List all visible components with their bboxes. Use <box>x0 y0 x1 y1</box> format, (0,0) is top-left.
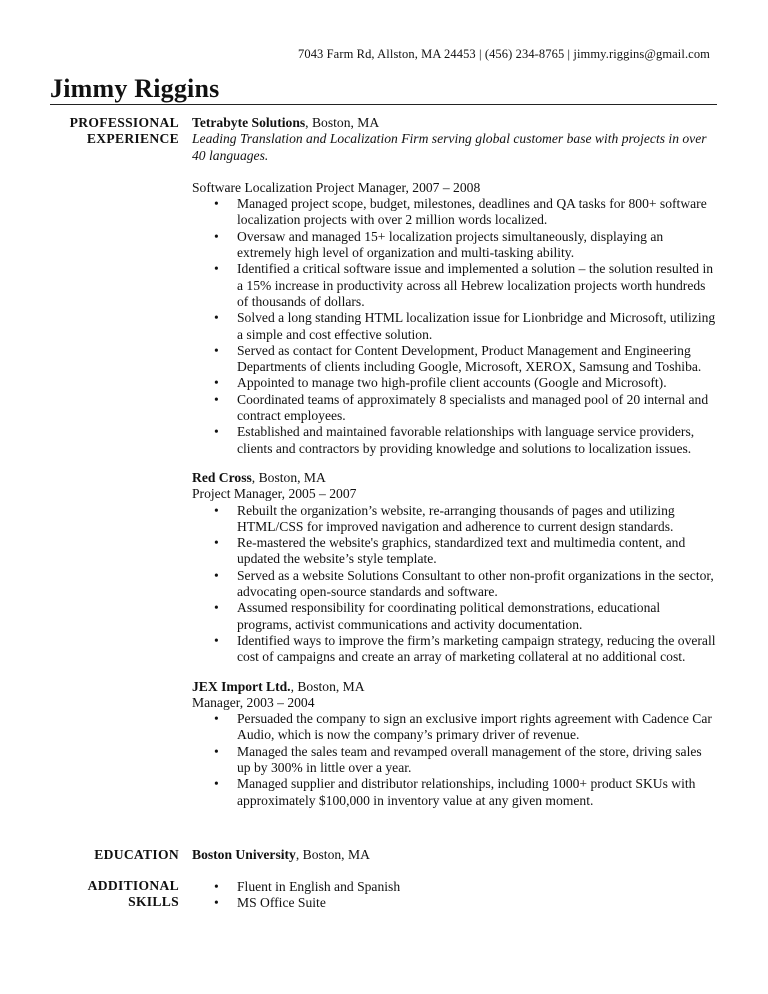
bullet-icon: • <box>214 776 219 792</box>
contact-line: 7043 Farm Rd, Allston, MA 24453 | (456) 234-8765 | jimmy.riggins@gmail.com <box>298 47 710 61</box>
bullet-icon: • <box>214 375 219 391</box>
job-bullets <box>192 503 717 666</box>
job-title: Software Localization Project Manager, 2007 – 2008 <box>192 179 481 195</box>
list-item: • Coordinated teams of approximately 8 specialists and managed pool of 20 internal and contract employees. <box>214 391 709 424</box>
bullet-icon: • <box>214 196 219 212</box>
company-name: Red Cross <box>192 469 252 485</box>
list-item: • Managed supplier and distributor relationships, including 1000+ product SKUs with approximately $100,000 in inventory value at any given moment. <box>214 776 696 808</box>
list-item: • Managed project scope, budget, milestones, deadlines and QA tasks for 800+ software localization projects with over 2 million words localized. <box>214 196 707 228</box>
list-item: • Rebuilt the organization’s website, re-arranging thousands of pages and utilizing HTML/CSS for improved navigation and adherence to current design standards. <box>214 502 675 534</box>
school-location: , Boston, MA <box>295 847 370 862</box>
experience-section <box>192 115 717 822</box>
company-name: JEX Import Ltd. <box>192 678 291 694</box>
job-title: Manager, 2003 – 2004 <box>192 694 315 710</box>
job-entry <box>192 679 717 809</box>
job-heading <box>192 470 717 486</box>
job-heading <box>192 679 717 695</box>
company-location: , Boston, MA <box>305 115 380 130</box>
list-item: • Fluent in English and Spanish <box>214 879 401 894</box>
list-item: • MS Office Suite <box>214 895 326 911</box>
skills-label-text: ADDITIONAL SKILLS <box>87 878 179 910</box>
list-item: • Re-mastered the website's graphics, standardized text and multimedia content, and updated the website’s style template. <box>214 535 686 567</box>
list-item: • Served as contact for Content Development, Product Management and Engineering Departments of clients including Google, Microsoft, XEROX, Samsung and Toshiba. <box>214 342 702 375</box>
bullet-icon: • <box>214 600 219 616</box>
company-description: Leading Translation and Localization Firm serving global customer base with projects in over 40 languages. <box>192 131 707 163</box>
job-title: Project Manager, 2005 – 2007 <box>192 486 357 502</box>
section-label-education: EDUCATION <box>94 847 179 862</box>
bullet-icon: • <box>214 895 219 911</box>
skills-section <box>192 879 717 912</box>
bullet-icon: • <box>214 535 219 551</box>
job-bullets <box>192 711 717 809</box>
section-label-experience: PROFESSIONAL EXPERIENCE <box>69 115 179 147</box>
list-item: • Solved a long standing HTML localization issue for Lionbridge and Microsoft, utilizing a simple and cost effective solution. <box>214 310 716 342</box>
header-divider <box>50 104 717 105</box>
bullet-icon: • <box>214 743 219 759</box>
list-item: • Persuaded the company to sign an exclusive import rights agreement with Cadence Car Audio, which is now the company’s primary driver of revenue. <box>214 711 712 743</box>
list-item: • Identified ways to improve the firm’s marketing campaign strategy, reducing the overall cost of campaigns and create an array of marketing collateral at no additional cost. <box>214 632 716 665</box>
list-item: • Served as a website Solutions Consultant to other non-profit organizations in the sector, advocating open-source standards and software. <box>214 567 714 600</box>
bullet-icon: • <box>214 342 219 358</box>
bullet-icon: • <box>214 391 219 407</box>
job-entry <box>192 115 717 457</box>
list-item: • Appointed to manage two high-profile client accounts (Google and Microsoft). <box>214 375 667 391</box>
bullet-icon: • <box>214 711 219 727</box>
bullet-icon: • <box>214 632 219 648</box>
list-item: • Oversaw and managed 15+ localization projects simultaneously, displaying an extremely high level of organization and multi-tasking ability. <box>214 228 664 261</box>
list-item: • Managed the sales team and revamped overall management of the store, driving sales up by 300% in little over a year. <box>214 743 702 775</box>
list-item: • Assumed responsibility for coordinating political demonstrations, educational programs, activist communications and activity documentation. <box>214 600 661 632</box>
education-section <box>192 847 717 863</box>
bullet-icon: • <box>214 879 219 894</box>
company-location: , Boston, MA <box>251 469 326 485</box>
job-heading <box>192 115 717 131</box>
bullet-icon: • <box>214 228 219 244</box>
bullet-icon: • <box>214 567 219 583</box>
list-item: • Established and maintained favorable relationships with language service providers, clients and contractors by providing knowledge and solutions to localization issues. <box>214 424 695 456</box>
candidate-name: Jimmy Riggins <box>50 74 220 103</box>
company-name: Tetrabyte Solutions <box>192 115 306 130</box>
bullet-icon: • <box>214 502 219 518</box>
skills-list <box>192 879 717 912</box>
list-item: • Identified a critical software issue and implemented a solution – the solution resulted in a 15% increase in productivity across all Hebrew localization projects worth hundreds of thousands of dollars. <box>214 261 714 309</box>
bullet-icon: • <box>214 310 219 326</box>
bullet-icon: • <box>214 424 219 440</box>
job-bullets <box>192 196 717 457</box>
bullet-icon: • <box>214 261 219 277</box>
section-label-skills <box>40 878 179 911</box>
job-entry <box>192 470 717 666</box>
school-name: Boston University <box>192 847 296 862</box>
company-location: , Boston, MA <box>290 678 365 694</box>
